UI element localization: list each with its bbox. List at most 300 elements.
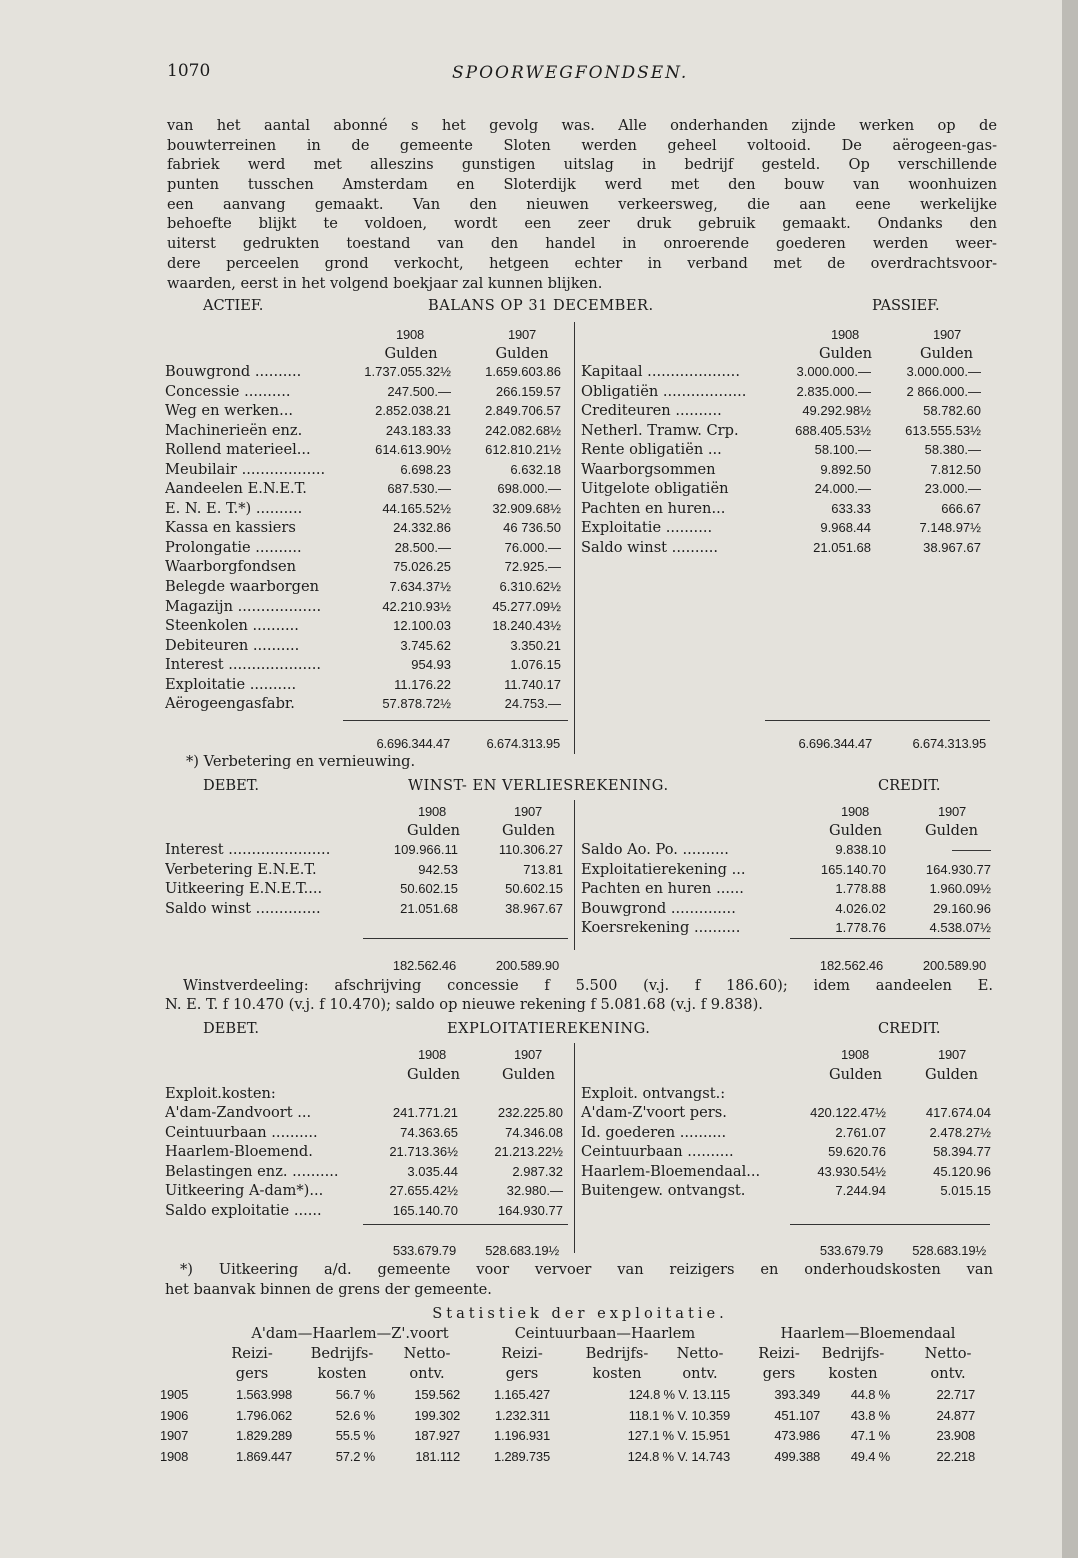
stats-header-cell: Bedrijfs-: [310, 1345, 374, 1362]
expl-unit2-right: Gulden: [924, 1066, 979, 1083]
row-label: Rente obligatiën ...: [581, 441, 722, 459]
ledger-row: [581, 1163, 991, 1183]
row-value: 58.100.—: [814, 442, 871, 458]
stats-header-cell: Netto-: [403, 1345, 451, 1362]
ledger-row: [165, 500, 561, 520]
stats-header-cell: Bedrijfs-: [821, 1345, 885, 1362]
intro-line: een aanvang gemaakt. Van den nieuwen verkeersweg, die aan eene werkelijke: [167, 195, 997, 213]
row-label: Bouwgrond ..............: [581, 899, 736, 917]
stats-header-cell: Reizi-: [231, 1345, 273, 1362]
ledger-row: [165, 637, 561, 657]
stats-cell: 1.232.311: [494, 1407, 550, 1423]
ledger-row: [165, 1202, 563, 1222]
row-value: 6.310.62½: [499, 579, 561, 595]
ledger-row: [581, 880, 991, 900]
ledger-row: [165, 598, 561, 618]
row-value: 2.835.000.—: [796, 383, 871, 399]
winst-divider: [574, 800, 575, 950]
expl-credit-head: Exploit. ontvangst.:: [581, 1085, 726, 1102]
stats-cell: 127.1 % V. 15.951: [627, 1428, 730, 1443]
row-value: 75.026.25: [393, 559, 451, 575]
row-value: 32.909.68½: [492, 500, 561, 516]
ledger-row: [581, 841, 991, 861]
row-label: A'dam-Z'voort pers.: [581, 1104, 727, 1121]
stats-header-cell: kosten: [828, 1365, 878, 1382]
row-value: 612.810.21½: [485, 442, 561, 458]
row-label: Pachten en huren ......: [581, 880, 744, 898]
row-value: 954.93: [411, 657, 451, 673]
row-value: 76.000.—: [504, 539, 561, 555]
winst-year1-right: 1908: [840, 804, 870, 819]
ledger-row: [165, 402, 561, 422]
ledger-row: [165, 1124, 563, 1144]
ledger-row: [165, 841, 563, 861]
stats-cell: 499.388: [774, 1448, 820, 1464]
intro-line: fabriek werd met alleszins gunstigen uitslag in bedrijf gesteld. Op verschillende: [167, 156, 997, 174]
row-value: 165.140.70: [820, 861, 886, 877]
page-edge: [1062, 0, 1078, 1558]
winst-title: WINST- EN VERLIESREKENING.: [408, 777, 669, 794]
ledger-row: [165, 1163, 563, 1183]
stats-cell: 49.4 %: [850, 1448, 890, 1464]
balance-unit1-right: Gulden: [818, 345, 873, 362]
winst-unit1-right: Gulden: [828, 822, 883, 839]
row-value: 49.292.98½: [802, 403, 871, 419]
balance-year1-right: 1908: [830, 327, 860, 342]
ledger-row: [165, 656, 561, 676]
expl-total2-right: 528.683.19½: [912, 1243, 986, 1258]
stats-year: 1908: [160, 1448, 189, 1464]
row-label: Exploitatierekening ...: [581, 860, 746, 878]
balance-total1-right: 6.696.344.47: [798, 736, 872, 751]
expl-footnote-line2: het baanvak binnen de grens der gemeente.: [165, 1281, 492, 1298]
row-value: 21.051.68: [813, 539, 871, 555]
ledger-row: [581, 480, 981, 500]
row-value: 45.277.09½: [492, 598, 561, 614]
row-value: 27.655.42½: [389, 1183, 458, 1199]
stats-cell: 47.1 %: [850, 1428, 890, 1443]
balance-actief-table: [165, 363, 561, 715]
ledger-row: [581, 1124, 991, 1144]
ledger-row: [581, 919, 991, 939]
expl-left-label: DEBET.: [203, 1020, 259, 1037]
row-value: 21.713.36½: [389, 1144, 458, 1160]
stats-cell: 1.563.998: [235, 1387, 292, 1402]
row-value: 420.122.47½: [810, 1105, 886, 1120]
row-value: 1.960.09½: [929, 881, 991, 897]
intro-line: behoefte blijkt te voldoen, wordt een zeer druk gebruik gemaakt. Ondanks den: [167, 215, 997, 233]
row-label: Aandeelen E.N.E.T.: [165, 480, 307, 498]
row-label: Uitkeering A-dam*)...: [165, 1182, 324, 1200]
winst-credit-table: [581, 841, 991, 939]
row-value: 2.852.038.21: [375, 403, 451, 419]
row-label: Belegde waarborgen: [165, 578, 319, 596]
row-value: 45.120.96: [933, 1163, 991, 1179]
row-value: 72.925.—: [504, 559, 561, 575]
intro-line: waarden, eerst in het volgend boekjaar zal kunnen blijken.: [167, 274, 603, 292]
expl-divider: [574, 1043, 575, 1253]
ledger-row: [165, 1143, 563, 1163]
intro-paragraph: [167, 116, 997, 293]
stats-header-cell: kosten: [592, 1365, 642, 1382]
winst-note-line2: N. E. T. f 10.470 (v.j. f 10.470); saldo op nieuwe rekening f 5.081.68 (v.j. f 9.838).: [165, 996, 763, 1013]
ledger-row: [165, 363, 561, 383]
row-label: Belastingen enz. ..........: [165, 1162, 339, 1180]
winst-total2-right: 200.589.90: [922, 958, 986, 973]
row-value: 1.737.055.32½: [364, 364, 451, 379]
row-value: 74.346.08: [505, 1124, 563, 1140]
stats-cell: 57.2 %: [335, 1448, 375, 1464]
row-value: 243.183.33: [385, 422, 451, 438]
stats-header-cell: gers: [235, 1365, 269, 1382]
stats-cell: 181.112: [415, 1448, 460, 1464]
stats-cell: 124.8 % V. 14.743: [627, 1448, 730, 1464]
row-value: 23.000.—: [924, 481, 981, 497]
stats-group-3: Haarlem—Bloemendaal: [780, 1325, 956, 1342]
row-value: 24.753.—: [504, 696, 561, 712]
stats-title: Statistiek der exploitatie.: [432, 1305, 728, 1322]
row-value: 614.613.90½: [375, 442, 451, 458]
row-value: 4.026.02: [835, 900, 886, 916]
winst-unit2-left: Gulden: [501, 822, 556, 839]
row-value: 3.350.21: [510, 637, 561, 653]
balance-title: BALANS OP 31 DECEMBER.: [428, 297, 654, 314]
stats-cell: 1.796.062: [235, 1407, 292, 1423]
row-value: 50.602.15: [505, 881, 563, 897]
ledger-row: [581, 441, 981, 461]
row-value: 4.538.07½: [929, 920, 991, 936]
row-value: 7.634.37½: [389, 579, 451, 595]
row-value: 688.405.53½: [795, 422, 871, 438]
row-value: 24.332.86: [393, 520, 451, 536]
row-value: 164.930.77: [497, 1202, 563, 1218]
winst-year2-right: 1907: [937, 804, 967, 819]
row-label: Exploitatie ..........: [165, 675, 297, 693]
row-value: 32.980.—: [506, 1183, 563, 1199]
row-value: 21.051.68: [400, 900, 458, 916]
row-label: Waarborgsommen: [581, 460, 716, 478]
row-label: Aërogeengasfabr.: [165, 695, 295, 713]
expl-right-label: CREDIT.: [878, 1020, 941, 1037]
balance-sum-rule-right: [765, 720, 990, 721]
ledger-row: [165, 617, 561, 637]
row-value: 5.015.15: [940, 1183, 991, 1199]
row-label: Buitengew. ontvangst.: [581, 1182, 746, 1200]
row-label: Haarlem-Bloemend.: [165, 1143, 313, 1161]
row-label: Waarborgfondsen: [165, 558, 297, 576]
winst-year2-left: 1907: [513, 804, 543, 819]
row-value: 24.000.—: [814, 481, 871, 497]
row-value: 43.930.54½: [817, 1163, 886, 1179]
expl-sum-rule-left: [363, 1224, 568, 1225]
balance-year2-right: 1907: [932, 327, 962, 342]
row-label: Magazijn ..................: [165, 597, 322, 615]
row-label: Exploitatie ..........: [581, 519, 713, 537]
intro-line: van het aantal abonné s het gevolg was. Alle onderhanden zijnde werken op de: [167, 117, 997, 134]
stats-header-cell: gers: [762, 1365, 796, 1382]
expl-unit1-left: Gulden: [406, 1066, 461, 1083]
ledger-row: [581, 383, 981, 403]
row-label: Pachten en huren...: [581, 499, 726, 517]
stats-year: 1905: [160, 1387, 189, 1402]
row-label: Concessie ..........: [165, 382, 291, 400]
stats-header-cell: Reizi-: [501, 1345, 543, 1362]
row-label: Crediteuren ..........: [581, 402, 722, 420]
row-label: Verbetering E.N.E.T.: [165, 860, 317, 878]
row-value: 1.076.15: [510, 657, 561, 673]
row-value: 1.659.603.86: [485, 364, 561, 379]
row-value: 7.148.97½: [919, 520, 981, 536]
row-label: Meubilair ..................: [165, 460, 326, 478]
ledger-row: [165, 695, 561, 715]
row-label: Obligatiën ..................: [581, 382, 747, 400]
balance-passief-table: [581, 363, 981, 558]
row-value: 241.771.21: [392, 1105, 458, 1120]
row-value: 417.674.04: [925, 1105, 991, 1120]
stats-cell: 22.717: [936, 1387, 975, 1402]
winst-left-label: DEBET.: [203, 777, 259, 794]
ledger-row: [165, 519, 561, 539]
row-value: 713.81: [523, 861, 563, 877]
row-label: Debiteuren ..........: [165, 636, 300, 654]
row-value: 46 736.50: [503, 520, 561, 536]
stats-cell: 393.349: [774, 1387, 820, 1402]
row-label: E. N. E. T.*) ..........: [165, 499, 303, 517]
ledger-row: [165, 461, 561, 481]
balance-left-label: ACTIEF.: [203, 297, 264, 314]
row-label: Uitkeering E.N.E.T....: [165, 880, 323, 898]
expl-year2-right: 1907: [937, 1047, 967, 1062]
row-value: 2.987.32: [512, 1163, 563, 1179]
row-value: 57.878.72½: [382, 696, 451, 712]
row-label: Steenkolen ..........: [165, 617, 299, 635]
row-value: 3.745.62: [400, 637, 451, 653]
balance-footnote: *) Verbetering en vernieuwing.: [186, 753, 416, 770]
row-value: 110.306.27: [498, 842, 563, 857]
ledger-row: [581, 1143, 991, 1163]
row-value: 21.213.22½: [494, 1144, 563, 1160]
winst-unit2-right: Gulden: [924, 822, 979, 839]
row-value: 58.394.77: [933, 1144, 991, 1160]
stats-header-cell: Reizi-: [758, 1345, 800, 1362]
row-label: Saldo Ao. Po. ..........: [581, 841, 729, 858]
balance-total2-right: 6.674.313.95: [912, 736, 986, 751]
stats-cell: 159.562: [414, 1387, 460, 1402]
row-value: 164.930.77: [925, 861, 991, 877]
stats-cell: 23.908: [936, 1428, 975, 1443]
row-value: 12.100.03: [393, 618, 451, 634]
stats-cell: 56.7 %: [335, 1387, 375, 1402]
row-label: Koersrekening ..........: [581, 919, 741, 937]
stats-header-cell: gers: [505, 1365, 539, 1382]
winst-year1-left: 1908: [417, 804, 447, 819]
row-value: 2 866.000.—: [906, 383, 981, 399]
row-value: 109.966.11: [393, 842, 458, 857]
intro-line: punten tusschen Amsterdam en Sloterdijk werd met den bouw van woonhuizen: [167, 176, 997, 194]
ledger-row: [165, 558, 561, 578]
expl-title: EXPLOITATIEREKENING.: [447, 1020, 651, 1037]
row-value: 2.849.706.57: [485, 403, 561, 419]
ledger-row: [165, 480, 561, 500]
row-label: Kapitaal ....................: [581, 363, 740, 380]
row-value: 42.210.93½: [382, 598, 451, 614]
row-label: Haarlem-Bloemendaal...: [581, 1162, 761, 1180]
row-value: 266.159.57: [495, 383, 561, 399]
row-value: 3.035.44: [407, 1163, 458, 1179]
row-label: Rollend materieel...: [165, 441, 311, 459]
row-label: Netherl. Tramw. Crp.: [581, 421, 739, 439]
ledger-row: [165, 441, 561, 461]
balance-total2-left: 6.674.313.95: [486, 736, 560, 751]
row-value: 666.67: [941, 500, 981, 516]
row-value: 7.244.94: [835, 1183, 886, 1199]
row-label: Interest ......................: [165, 841, 331, 858]
row-value: 38.967.67: [505, 900, 563, 916]
ledger-row: [165, 578, 561, 598]
ledger-row: [165, 900, 563, 920]
ledger-row: [165, 422, 561, 442]
row-value: 687.530.—: [387, 481, 451, 497]
row-value: 28.500.—: [394, 539, 451, 555]
row-label: Machinerieën enz.: [165, 421, 303, 439]
row-value: 1.778.76: [835, 920, 886, 936]
stats-header-cell: ontv.: [930, 1365, 966, 1382]
winst-debet-table: [165, 841, 563, 919]
balance-total1-left: 6.696.344.47: [376, 736, 450, 751]
row-label: Id. goederen ..........: [581, 1123, 727, 1141]
expl-credit-table: [581, 1104, 991, 1202]
ledger-row: [165, 676, 561, 696]
expl-unit2-left: Gulden: [501, 1066, 556, 1083]
expl-footnote-line1: *) Uitkeering a/d. gemeente voor vervoer van reizigers en onderhoudskosten van: [180, 1261, 993, 1278]
winst-note-line1: Winstverdeeling: afschrijving concessie f 5.500 (v.j. f 186.60); idem aandeelen E.: [183, 977, 993, 994]
stats-cell: 1.196.931: [493, 1428, 550, 1443]
stats-cell: 187.927: [414, 1428, 460, 1443]
row-value: ———: [952, 842, 991, 857]
expl-year1-left: 1908: [417, 1047, 447, 1062]
row-value: 613.555.53½: [905, 422, 981, 438]
stats-cell: 1.165.427: [493, 1387, 550, 1402]
balance-right-label: PASSIEF.: [872, 297, 940, 314]
ledger-row: [581, 422, 981, 442]
stats-year: 1906: [160, 1407, 189, 1423]
row-value: 242.082.68½: [485, 422, 561, 438]
winst-unit1-left: Gulden: [406, 822, 461, 839]
row-value: 44.165.52½: [382, 500, 451, 516]
expl-debet-table: [165, 1104, 563, 1221]
stats-cell: 473.986: [774, 1428, 820, 1443]
stats-cell: 55.5 %: [335, 1428, 375, 1443]
balance-year1-left: 1908: [395, 327, 425, 342]
stats-cell: 118.1 % V. 10.359: [628, 1407, 730, 1423]
row-value: 11.740.17: [504, 676, 561, 692]
row-value: 50.602.15: [400, 881, 458, 897]
row-label: Saldo winst ..........: [581, 538, 719, 556]
row-value: 9.892.50: [820, 461, 871, 477]
stats-header-cell: Netto-: [676, 1345, 724, 1362]
row-value: 11.176.22: [394, 676, 451, 692]
expl-total1-left: 533.679.79: [392, 1243, 456, 1258]
row-label: Prolongatie ..........: [165, 538, 302, 556]
winst-right-label: CREDIT.: [878, 777, 941, 794]
balance-unit1-left: Gulden: [384, 345, 438, 362]
winst-sum-rule-left: [363, 938, 568, 939]
row-value: 6.632.18: [510, 461, 561, 477]
row-value: 18.240.43½: [492, 618, 561, 634]
row-value: 633.33: [831, 500, 871, 516]
ledger-row: [581, 1182, 991, 1202]
ledger-row: [581, 1104, 991, 1124]
intro-line: dere perceelen grond verkocht, hetgeen echter in verband met de overdrachtsvoor-: [167, 254, 997, 272]
stats-group-2: Ceintuurbaan—Haarlem: [514, 1325, 696, 1342]
expl-total1-right: 533.679.79: [819, 1243, 883, 1258]
expl-debet-head: Exploit.kosten:: [165, 1085, 276, 1102]
row-label: Kassa en kassiers: [165, 519, 296, 537]
row-value: 2.478.27½: [929, 1124, 991, 1140]
stats-year: 1907: [160, 1428, 189, 1443]
ledger-row: [581, 519, 981, 539]
winst-total1-right: 182.562.46: [819, 958, 883, 973]
stats-group-1: A'dam—Haarlem—Z'.voort: [251, 1325, 449, 1342]
winst-sum-rule-right: [790, 938, 990, 939]
stats-cell: 124.8 % V. 13.115: [628, 1387, 730, 1402]
stats-cell: 52.6 %: [335, 1407, 375, 1423]
stats-cell: 22.218: [936, 1448, 975, 1464]
row-label: Saldo winst ..............: [165, 899, 321, 917]
balance-divider: [574, 322, 575, 754]
ledger-row: [165, 539, 561, 559]
stats-cell: 43.8 %: [850, 1407, 890, 1423]
row-value: 58.782.60: [923, 403, 981, 419]
row-value: 9.838.10: [835, 842, 886, 857]
expl-unit1-right: Gulden: [828, 1066, 883, 1083]
balance-sum-rule-left: [343, 720, 568, 721]
expl-sum-rule-right: [790, 1224, 990, 1225]
ledger-row: [581, 900, 991, 920]
intro-line: bouwterreinen in de gemeente Sloten werden geheel voltooid. De aërogeen-gas-: [167, 136, 997, 154]
ledger-row: [165, 880, 563, 900]
stats-cell: 451.107: [774, 1407, 820, 1423]
running-title: SPOORWEGFONDSEN.: [452, 63, 689, 83]
row-value: 942.53: [418, 861, 458, 877]
ledger-row: [581, 402, 981, 422]
row-value: 74.363.65: [400, 1124, 458, 1140]
stats-header-cell: Netto-: [924, 1345, 972, 1362]
balance-year2-left: 1907: [507, 327, 537, 342]
row-label: Uitgelote obligatiën: [581, 480, 729, 498]
page-number: 1070: [167, 61, 211, 81]
balance-unit2-left: Gulden: [495, 345, 549, 362]
row-label: Interest ....................: [165, 656, 322, 674]
row-value: 29.160.96: [933, 900, 991, 916]
row-value: 1.778.88: [835, 881, 886, 897]
row-value: 59.620.76: [828, 1144, 886, 1160]
ledger-row: [581, 861, 991, 881]
stats-cell: 199.302: [414, 1407, 460, 1423]
row-value: 7.812.50: [930, 461, 981, 477]
stats-header-cell: kosten: [317, 1365, 367, 1382]
row-label: Ceintuurbaan ..........: [165, 1123, 318, 1141]
row-value: 247.500.—: [387, 383, 451, 399]
row-value: 38.967.67: [923, 539, 981, 555]
ledger-row: [165, 861, 563, 881]
stats-cell: 44.8 %: [850, 1387, 890, 1402]
row-value: 232.225.80: [497, 1105, 563, 1120]
stats-header-cell: Bedrijfs-: [585, 1345, 649, 1362]
balance-unit2-right: Gulden: [919, 345, 974, 362]
row-value: 165.140.70: [392, 1202, 458, 1218]
row-value: 3.000.000.—: [906, 364, 981, 379]
